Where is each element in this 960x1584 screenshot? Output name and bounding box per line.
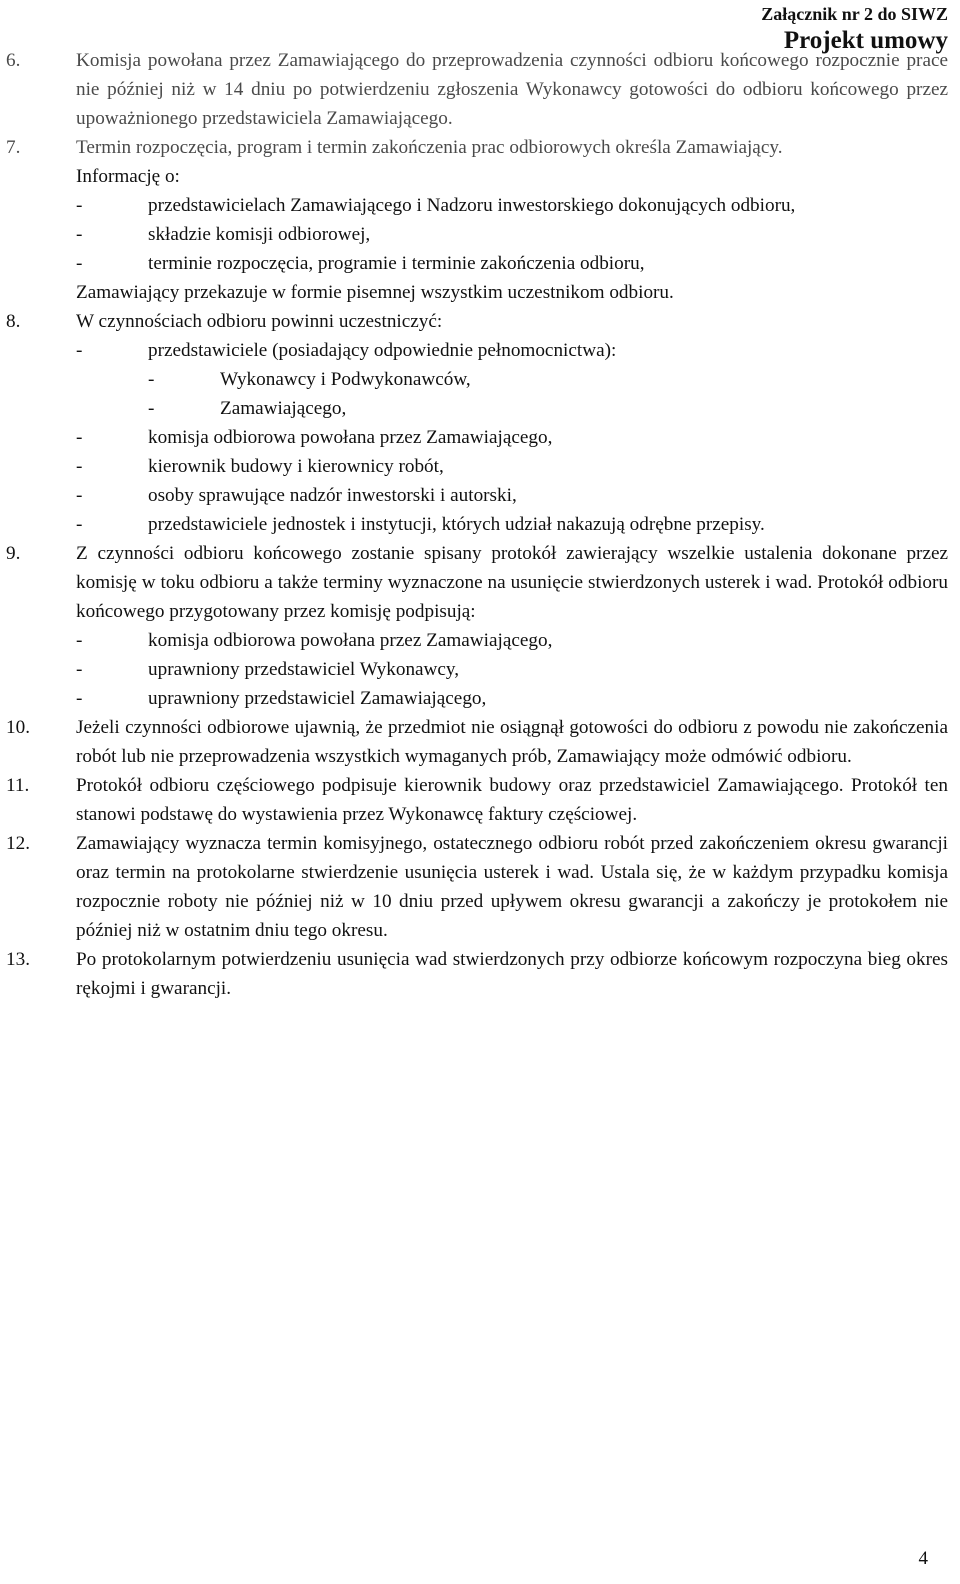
clause-text: Jeżeli czynności odbiorowe ujawnią, że przedmiot nie osiągnął gotowości do odbioru z powodu nie zakończenia robót lub nie przeprowadzenia wszystkich wymaganych prób, Zamawiający może odmówić odbioru. <box>76 717 948 767</box>
dash-marker: - <box>76 485 83 506</box>
sub-list-item <box>76 365 948 394</box>
clause-number: 13. <box>6 949 30 970</box>
clause-text: W czynnościach odbioru powinni uczestniczyć: <box>76 311 443 332</box>
dash-marker: - <box>76 224 83 245</box>
clause-text: Termin rozpoczęcia, program i termin zakończenia prac odbiorowych określa Zamawiający. <box>76 137 783 158</box>
clause-10 <box>0 713 956 771</box>
clause-number: 10. <box>6 717 30 738</box>
list-item-text: kierownik budowy i kierownicy robót, <box>148 456 444 477</box>
clause-number: 11. <box>6 775 30 796</box>
dash-marker: - <box>76 456 83 477</box>
dash-marker: - <box>76 514 83 535</box>
clause-text: Zamawiający wyznacza termin komisyjnego, ostatecznego odbioru robót przed zakończeniem okresu gwarancji oraz termin na protokolarne stwierdzenie usunięcia usterek i wad. Ustala się, że w każdym przypadku komisja rozpocznie roboty nie później niż w 10 dniu przed upływem okresu gwarancji a zakończy je protokołem nie później niż w ostatnim dniu tego okresu. <box>76 833 948 941</box>
list-item <box>76 191 948 220</box>
clause-12 <box>0 829 956 945</box>
dash-marker: - <box>76 340 83 361</box>
list-item <box>76 684 948 713</box>
list-item-text: przedstawiciele (posiadający odpowiednie pełnomocnictwa): <box>148 340 617 361</box>
clause-text: Protokół odbioru częściowego podpisuje kierownik budowy oraz przedstawiciel Zamawiającego. Protokół ten stanowi podstawę do wystawienia przez Wykonawcę faktury częściowej. <box>76 775 948 825</box>
list-item-text: przedstawiciele jednostek i instytucji, których udział nakazują odrębne przepisy. <box>148 514 765 535</box>
clause-7 <box>0 133 956 307</box>
dash-marker: - <box>76 427 83 448</box>
sub-list-item <box>76 394 948 423</box>
list-item-text: składzie komisji odbiorowej, <box>148 224 371 245</box>
list-item-text: przedstawicielach Zamawiającego i Nadzoru inwestorskiego dokonujących odbioru, <box>148 195 796 216</box>
clause-8 <box>0 307 956 539</box>
list-item-text: Zamawiającego, <box>220 398 347 419</box>
clause-number: 7. <box>6 137 21 158</box>
list-item <box>76 423 948 452</box>
dash-marker: - <box>148 369 155 390</box>
clause-intro: Informację o: <box>76 166 180 187</box>
clause-text: Po protokolarnym potwierdzeniu usunięcia wad stwierdzonych przy odbiorze końcowym rozpoczyna bieg okres rękojmi i gwarancji. <box>76 949 948 999</box>
list-item-text: uprawniony przedstawiciel Zamawiającego, <box>148 688 487 709</box>
list-item <box>76 336 948 365</box>
list-item <box>76 510 948 539</box>
list-item-text: terminie rozpoczęcia, programie i terminie zakończenia odbioru, <box>148 253 645 274</box>
list-item <box>76 249 948 278</box>
clause-6 <box>0 46 956 133</box>
clause-number: 9. <box>6 543 21 564</box>
annex-label: Załącznik nr 2 do SIWZ <box>761 4 948 24</box>
clause-number: 6. <box>6 50 21 71</box>
document-title: Projekt umowy <box>783 27 948 54</box>
dash-marker: - <box>76 253 83 274</box>
list-item <box>76 655 948 684</box>
clause-13 <box>0 945 956 1003</box>
list-item-text: Wykonawcy i Podwykonawców, <box>220 369 471 390</box>
clause-number: 8. <box>6 311 21 332</box>
dash-marker: - <box>148 398 155 419</box>
clause-text: Komisja powołana przez Zamawiającego do przeprowadzenia czynności odbioru końcowego rozpocznie prace nie później niż w 14 dniu po potwierdzeniu zgłoszenia Wykonawcy gotowości do odbioru końcowego przez upoważnionego przedstawiciela Zamawiającego. <box>76 50 948 129</box>
clause-9 <box>0 539 956 713</box>
list-item <box>76 626 948 655</box>
dash-marker: - <box>76 688 83 709</box>
clause-number: 12. <box>6 833 30 854</box>
clause-outro: Zamawiający przekazuje w formie pisemnej wszystkim uczestnikom odbioru. <box>76 282 674 303</box>
clause-11 <box>0 771 956 829</box>
dash-marker: - <box>76 630 83 651</box>
document-body <box>0 46 956 1003</box>
list-item <box>76 220 948 249</box>
page-number: 4 <box>918 1548 928 1569</box>
list-item-text: osoby sprawujące nadzór inwestorski i autorski, <box>148 485 517 506</box>
list-item <box>76 481 948 510</box>
dash-marker: - <box>76 659 83 680</box>
dash-marker: - <box>76 195 83 216</box>
list-item-text: komisja odbiorowa powołana przez Zamawiającego, <box>148 427 553 448</box>
list-item <box>76 452 948 481</box>
list-item-text: uprawniony przedstawiciel Wykonawcy, <box>148 659 460 680</box>
list-item-text: komisja odbiorowa powołana przez Zamawiającego, <box>148 630 553 651</box>
clause-text: Z czynności odbioru końcowego zostanie spisany protokół zawierający wszelkie ustalenia dokonane przez komisję w toku odbioru a także terminy wyznaczone na usunięcie stwierdzonych usterek i wad. Protokół odbioru końcowego przygotowany przez komisję podpisują: <box>76 543 948 622</box>
